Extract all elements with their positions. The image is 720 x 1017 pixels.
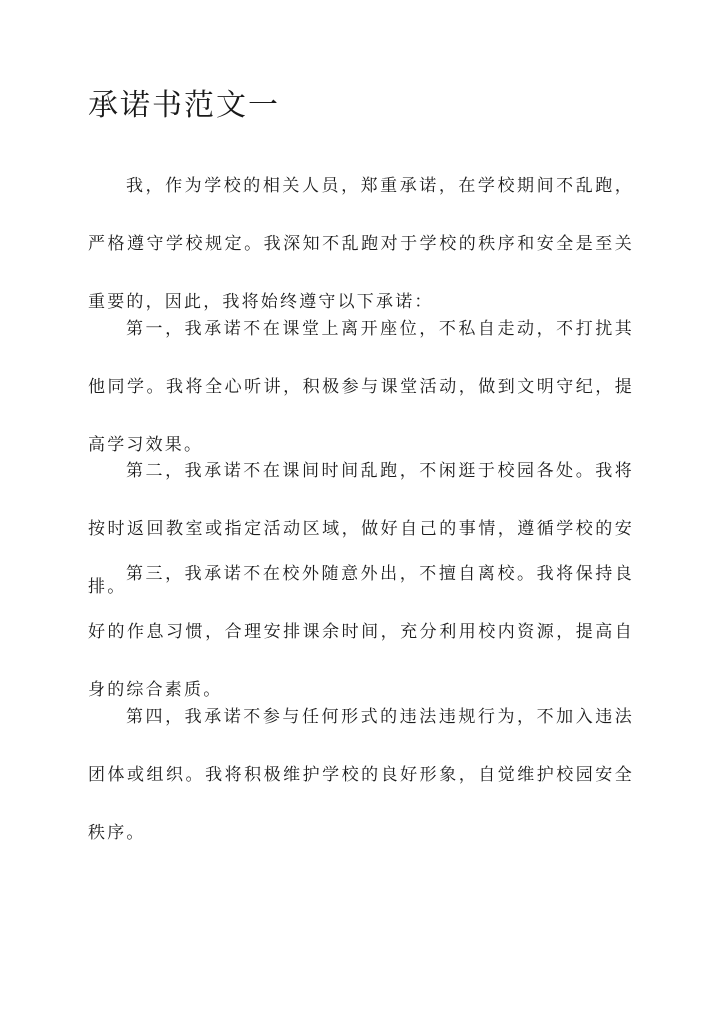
paragraph-second: 第二，我承诺不在课间时间乱跑，不闲逛于校园各处。我将按时返回教室或指定活动区域，做好自己的事情，遵循学校的安排。 — [88, 461, 634, 598]
page-title: 承诺书范文一 — [88, 88, 280, 123]
paragraph-intro: 我，作为学校的相关人员，郑重承诺，在学校期间不乱跑，严格遵守学校规定。我深知不乱跑对于学校的秩序和安全是至关重要的，因此，我将始终遵守以下承诺： — [88, 176, 634, 313]
paragraph-fourth: 第四，我承诺不参与任何形式的违法违规行为，不加入违法团体或组织。我将积极维护学校的良好形象，自觉维护校园安全秩序。 — [88, 707, 634, 844]
paragraph-third: 第三，我承诺不在校外随意外出，不擅自离校。我将保持良好的作息习惯，合理安排课余时间，充分利用校内资源，提高自身的综合素质。 — [88, 564, 634, 701]
paragraph-first: 第一，我承诺不在课堂上离开座位，不私自走动，不打扰其他同学。我将全心听讲，积极参与课堂活动，做到文明守纪，提高学习效果。 — [88, 319, 634, 456]
